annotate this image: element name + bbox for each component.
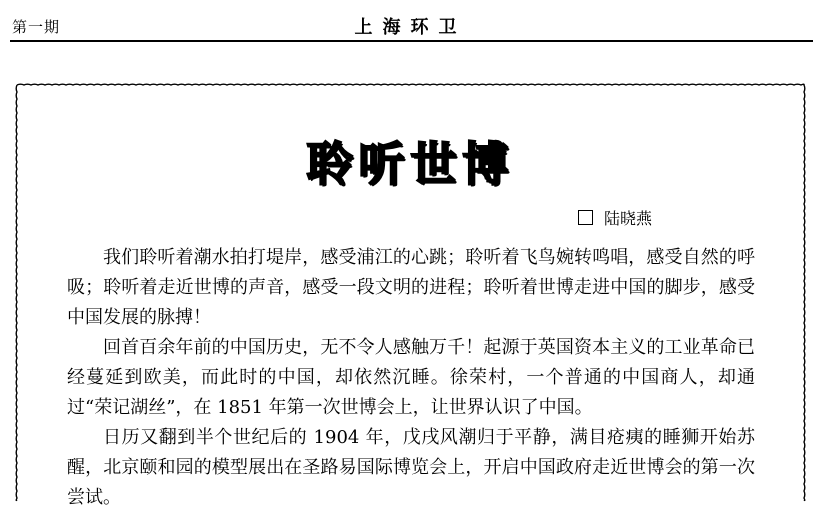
paragraph: 回首百余年前的中国历史，无不令人感触万千！起源于英国资本主义的工业革命已经蔓延到欧美，而此时的中国，却依然沉睡。徐荣村，一个普通的中国商人，却通过“荣记湖丝”，在 1851 年第一次世博会上，让世界认识了中国。 <box>67 337 755 418</box>
issue-number: 第一期 <box>12 18 61 36</box>
article-title: 聆听世博 <box>306 137 515 191</box>
square-icon <box>578 210 593 225</box>
paragraph: 日历又翻到半个世纪后的 1904 年，戊戌风潮归于平静，满目疮痍的睡狮开始苏醒，北京颐和园的模型展出在圣路易国际博览会上，开启中国政府走近世博会的第一次尝试。 <box>67 427 755 508</box>
paragraph: 我们聆听着潮水拍打堤岸，感受浦江的心跳；聆听着飞鸟婉转鸣唱，感受自然的呼吸；聆听着走近世博的声音，感受一段文明的进程；聆听着世博走进中国的脚步，感受中国发展的脉搏！ <box>67 247 755 328</box>
byline <box>578 206 652 229</box>
header-rule <box>10 40 813 42</box>
author-name: 陆晓燕 <box>604 209 653 228</box>
article-body <box>67 243 755 513</box>
journal-title: 上海环卫 <box>354 17 467 38</box>
